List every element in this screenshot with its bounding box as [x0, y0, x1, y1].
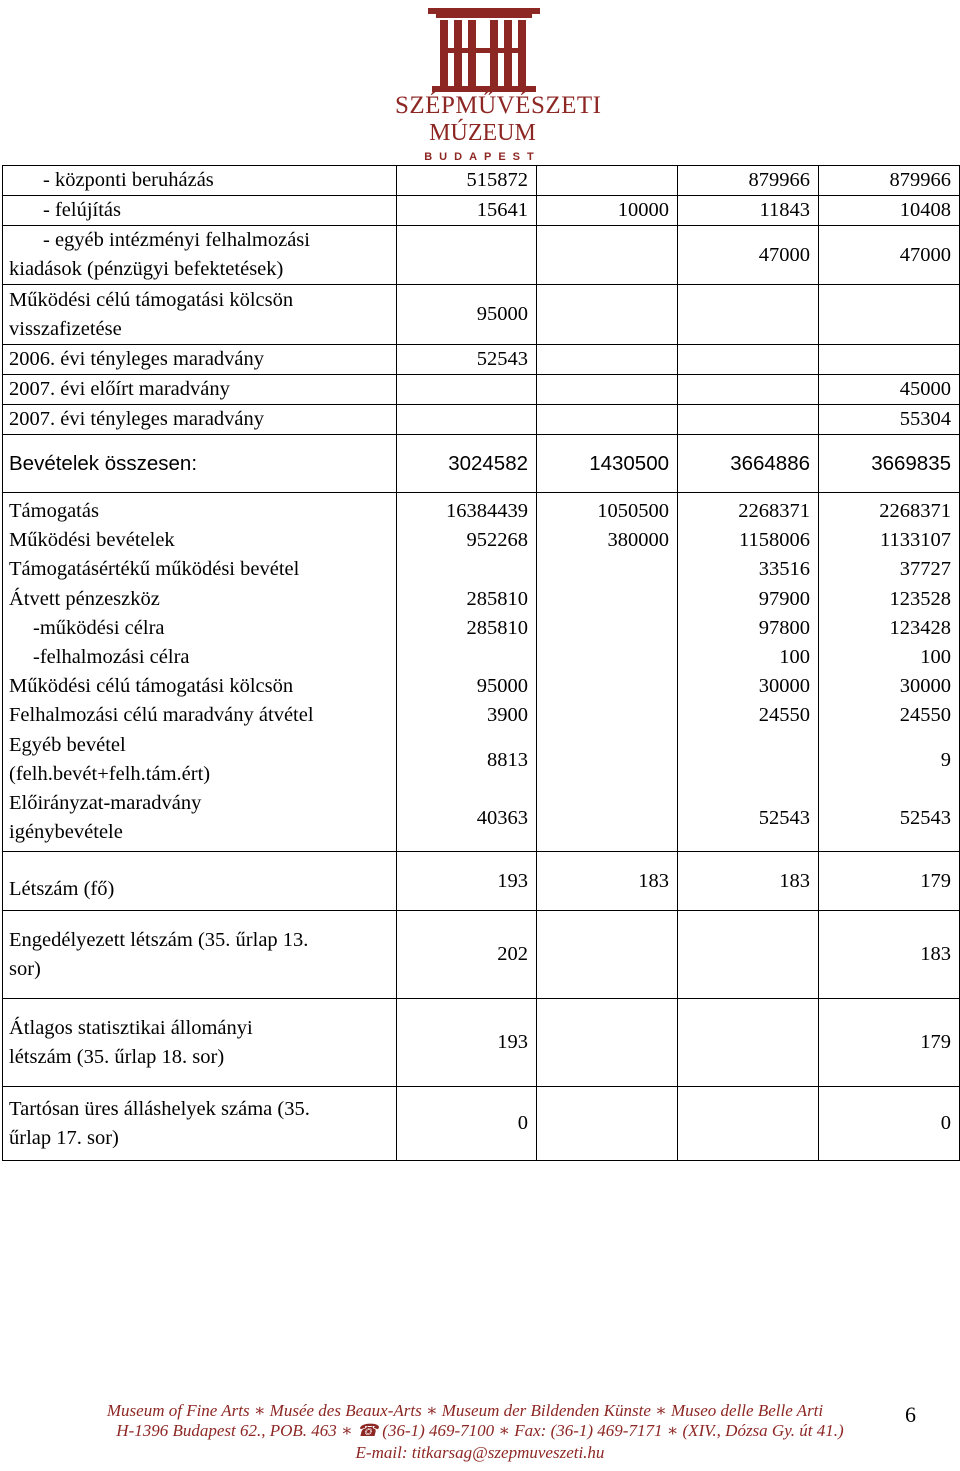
- table-row: [3, 166, 960, 196]
- cell-value: [537, 166, 678, 196]
- cell-value: [678, 999, 819, 1087]
- row-label-line1: Engedélyezett létszám (35. űrlap 13.: [9, 928, 309, 951]
- cell-value: 47000: [678, 226, 819, 285]
- cell-value: 1430500: [537, 435, 678, 493]
- cell-value: 97800: [758, 616, 810, 639]
- cell-value: 183: [819, 911, 960, 999]
- cell-value: 179: [819, 852, 960, 911]
- cell-value: 33516: [758, 558, 810, 581]
- cell-value: [537, 405, 678, 435]
- row-label-line1: Működési célú támogatási kölcsön: [9, 288, 294, 311]
- footer-museum-names: Museum of Fine Arts ∗ Musée des Beaux-Arts ∗ Museum der Bildenden Künste ∗ Museo delle Belle Arti: [106, 1401, 824, 1420]
- cell-value: [819, 285, 960, 345]
- cell-value: 183: [537, 852, 678, 911]
- cell-value: [397, 375, 537, 405]
- cell-value: 193: [397, 852, 537, 911]
- row-label: 2006. évi tényleges maradvány: [3, 345, 397, 375]
- row-label: Előirányzat-maradvány: [9, 792, 202, 815]
- cell-value: 47000: [819, 226, 960, 285]
- logo-city: BUDAPEST: [424, 151, 541, 163]
- cell-value: 24550: [758, 704, 810, 727]
- cell-value: 515872: [397, 166, 537, 196]
- cell-value: 0: [397, 1087, 537, 1161]
- cell-value: 1158006: [739, 529, 810, 552]
- cell-value: 30000: [899, 675, 951, 698]
- footer-email-link[interactable]: E-mail: titkarsag@szepmuveszeti.hu: [355, 1443, 605, 1462]
- row-label-line2: létszám (35. űrlap 18. sor): [9, 1045, 225, 1068]
- cell-value: [678, 405, 819, 435]
- cell-value: 10408: [819, 196, 960, 226]
- row-label: igénybevétele: [9, 821, 123, 844]
- museum-logo: [0, 0, 960, 166]
- row-label-line2: visszafizetése: [9, 317, 122, 340]
- cell-value: 11843: [678, 196, 819, 226]
- row-label: Bevételek összesen:: [3, 435, 397, 493]
- cell-value: [537, 345, 678, 375]
- cell-value: 16384439: [446, 500, 528, 522]
- cell-value: 193: [397, 999, 537, 1087]
- cell-value: 879966: [678, 166, 819, 196]
- cell-value: 1133107: [880, 529, 951, 552]
- cell-value: 40363: [476, 807, 528, 830]
- cell-value: [537, 226, 678, 285]
- cell-value: [537, 911, 678, 999]
- cell-value: 97900: [758, 587, 810, 610]
- cell-value: 95000: [397, 285, 537, 345]
- row-label-line1: Tartósan üres álláshelyek száma (35.: [9, 1097, 310, 1120]
- table-row: [3, 285, 960, 345]
- cell-value: 100: [779, 646, 810, 669]
- cell-value: [537, 375, 678, 405]
- cell-value: [678, 911, 819, 999]
- cell-value: [678, 375, 819, 405]
- cell-value: [397, 226, 537, 285]
- cell-value: 100: [920, 646, 951, 669]
- table-row: [3, 999, 960, 1087]
- footer-address: H-1396 Budapest 62., POB. 463 ∗ ☎ (36-1) 469-7100 ∗ Fax: (36-1) 469-7171 ∗ (XIV., Dózsa Gy. út 41.): [116, 1421, 844, 1440]
- cell-value: 285810: [466, 587, 528, 610]
- cell-value: 55304: [819, 405, 960, 435]
- cell-value: 24550: [899, 704, 951, 727]
- cell-value: 52543: [899, 807, 951, 830]
- row-label: - központi beruházás: [43, 169, 214, 191]
- cell-value: 52543: [758, 807, 810, 830]
- cell-value: 45000: [819, 375, 960, 405]
- row-label-line2: sor): [9, 957, 41, 980]
- table-row: [3, 911, 960, 999]
- row-label: Támogatás: [9, 500, 99, 522]
- row-label: 2007. évi tényleges maradvány: [3, 405, 397, 435]
- cell-value: 952268: [466, 529, 528, 552]
- row-label-line1: - egyéb intézményi felhalmozási: [43, 229, 310, 251]
- row-label: Átvett pénzeszköz: [9, 587, 160, 610]
- table-row: [3, 405, 960, 435]
- cell-value: [678, 345, 819, 375]
- logo-name-line1: SZÉPMŰVÉSZETI: [395, 92, 602, 119]
- row-label: Működési célú támogatási kölcsön: [9, 675, 294, 698]
- cell-value: 879966: [819, 166, 960, 196]
- cell-value: [537, 999, 678, 1087]
- cell-value: 123528: [889, 587, 951, 610]
- cell-value: 0: [819, 1087, 960, 1161]
- row-label-line2: kiadások (pénzügyi befektetések): [9, 258, 284, 280]
- cell-value: 2268371: [738, 500, 810, 522]
- cell-value: [819, 345, 960, 375]
- row-label: Működési bevételek: [9, 529, 175, 552]
- cell-value: 179: [819, 999, 960, 1087]
- museum-emblem-icon: [388, 0, 578, 95]
- row-label: Egyéb bevétel: [9, 733, 126, 756]
- cell-value: 3024582: [397, 435, 537, 493]
- table-row: [3, 375, 960, 405]
- cell-value: 285810: [466, 616, 528, 639]
- cell-value: 30000: [758, 675, 810, 698]
- budget-table: [2, 165, 960, 1161]
- cell-value: 202: [397, 911, 537, 999]
- row-label-line1: Átlagos statisztikai állományi: [9, 1016, 253, 1039]
- cell-value: [537, 1087, 678, 1161]
- logo-name-line2: MÚZEUM: [429, 120, 536, 146]
- cell-value: 3664886: [678, 435, 819, 493]
- cell-value: 2268371: [879, 500, 951, 522]
- cell-value: 8813: [487, 748, 528, 771]
- page-number: 6: [905, 1402, 916, 1427]
- row-label: (felh.bevét+felh.tám.ért): [9, 762, 211, 785]
- cell-value: [537, 285, 678, 345]
- table-row: [3, 1087, 960, 1161]
- table-row: [3, 226, 960, 285]
- cell-value: 1050500: [597, 500, 669, 522]
- cell-value: 380000: [607, 529, 669, 552]
- cell-value: [397, 405, 537, 435]
- cell-value: 15641: [397, 196, 537, 226]
- cell-value: [678, 1087, 819, 1161]
- cell-value: 183: [678, 852, 819, 911]
- cell-value: [678, 285, 819, 345]
- cell-value: 95000: [476, 675, 528, 698]
- table-row-total: [3, 435, 960, 493]
- table-row: [3, 196, 960, 226]
- row-label: Létszám (fő): [3, 852, 397, 911]
- row-label: - felújítás: [43, 199, 121, 221]
- table-row: [3, 345, 960, 375]
- row-label: -működési célra: [33, 616, 165, 639]
- table-row-group-revenue: [3, 493, 960, 852]
- cell-value: 3669835: [819, 435, 960, 493]
- cell-value: 10000: [537, 196, 678, 226]
- cell-value: 52543: [397, 345, 537, 375]
- cell-value: 3900: [487, 704, 528, 727]
- row-label: 2007. évi előírt maradvány: [3, 375, 397, 405]
- row-label: Felhalmozási célú maradvány átvétel: [9, 704, 314, 727]
- cell-value: 123428: [889, 616, 951, 639]
- row-label: Támogatásértékű működési bevétel: [9, 558, 300, 581]
- cell-value: 9: [940, 748, 951, 771]
- table-row-headcount: [3, 852, 960, 911]
- row-label: -felhalmozási célra: [33, 646, 190, 669]
- cell-value: 37727: [899, 558, 951, 581]
- row-label-line2: űrlap 17. sor): [9, 1126, 119, 1149]
